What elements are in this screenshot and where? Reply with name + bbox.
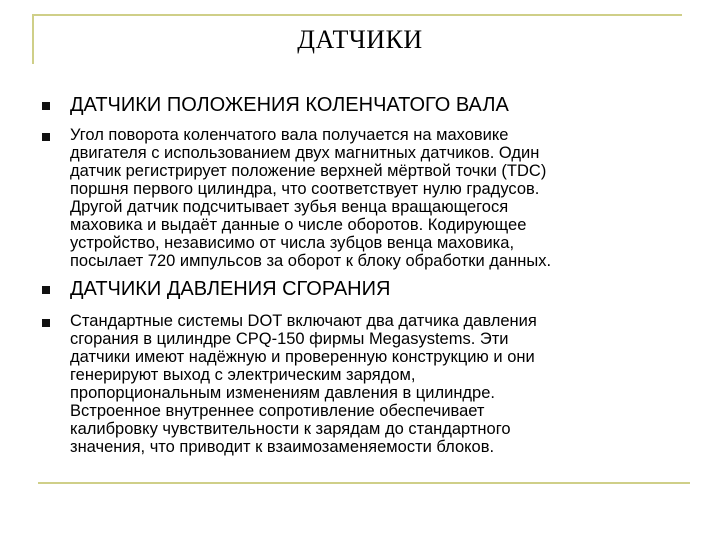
list-item-text: Угол поворота коленчатого вала получается на маховике двигателя с использованием двух магнитных датчиков. Один датчик регистрирует положение верхней мёртвой точки (TDC) поршня первого цилиндра, что соответствует нулю градусов. Другой датчик подсчитывает зубья венца вращающегося маховика и выдаёт данные о числе оборотов. Кодирующее устройство, независимо от числа зубцов венца маховика, посылает 720 импульсов за оборот к блоку обработки данных. bbox=[70, 126, 552, 270]
list-item-crankshaft-heading bbox=[40, 92, 680, 118]
square-bullet-icon bbox=[42, 319, 50, 327]
list-item-pressure-heading bbox=[40, 276, 680, 302]
list-item-text: ДАТЧИКИ ДАВЛЕНИЯ СГОРАНИЯ bbox=[70, 278, 391, 300]
slide-title: ДАТЧИКИ bbox=[297, 25, 423, 54]
frame-bottom-line bbox=[38, 482, 690, 484]
list-item-text: Стандартные системы DOT включают два датчика давления сгорания в цилиндре CPQ-150 фирмы Megasystems. Эти датчики имеют надёжную и проверенную конструкцию и они генерируют выход с электрическим зарядом, пропорциональным изменениям давления в цилиндре. Встроенное внутреннее сопротивление обеспечивает калибровку чувствительности к зарядам до стандартного значения, что приводит к взаимозаменяемости блоков. bbox=[70, 312, 537, 456]
square-bullet-icon bbox=[42, 286, 50, 294]
square-bullet-icon bbox=[42, 102, 50, 110]
list-item-text: ДАТЧИКИ ПОЛОЖЕНИЯ КОЛЕНЧАТОГО ВАЛА bbox=[70, 94, 509, 116]
bullet-list bbox=[40, 92, 680, 456]
list-item-pressure-description bbox=[40, 312, 680, 456]
square-bullet-icon bbox=[42, 133, 50, 141]
frame-top-line bbox=[32, 14, 682, 16]
list-item-crankshaft-description bbox=[40, 126, 680, 270]
